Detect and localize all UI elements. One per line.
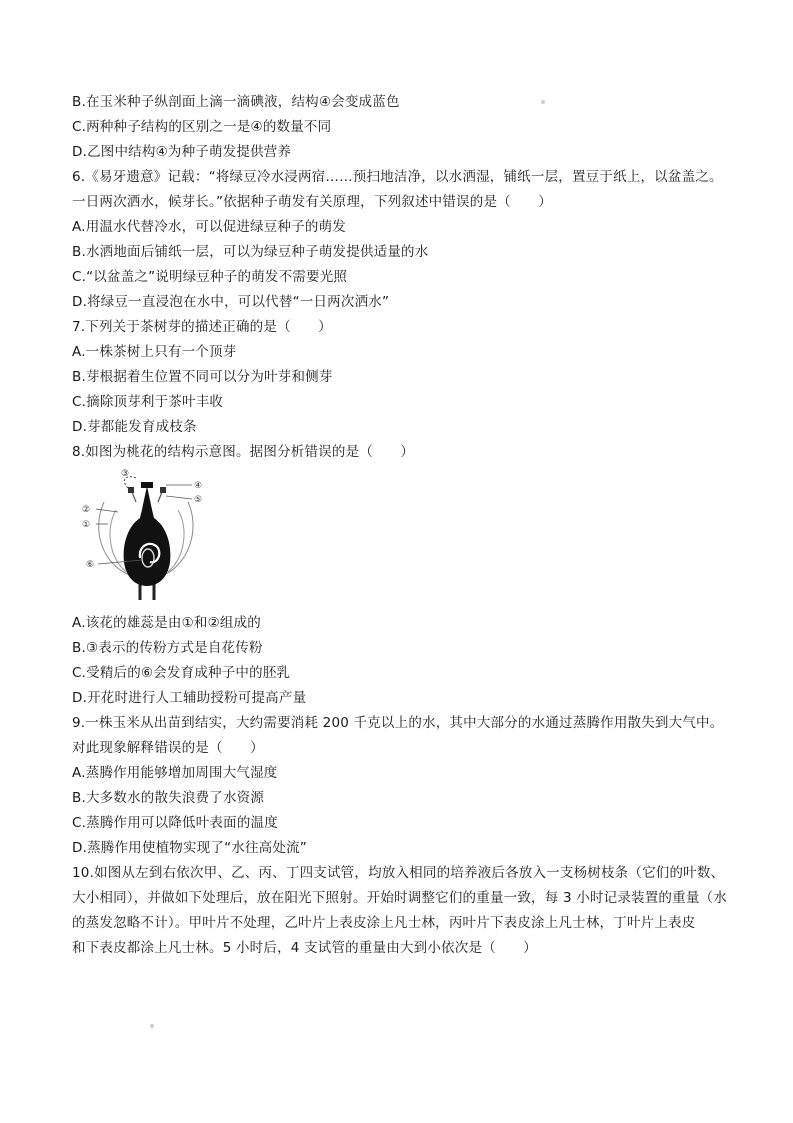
label-1: ①	[82, 520, 91, 530]
q5-option-c: C.两种种子结构的区别之一是④的数量不同	[72, 119, 332, 135]
stamen-right-filament	[158, 492, 162, 502]
q5-option-d: D.乙图中结构④为种子萌发提供营养	[72, 144, 292, 160]
q9-stem-line-2: 对此现象解释错误的是（ ）	[72, 740, 264, 756]
peach-flower-diagram	[70, 466, 220, 602]
q7-option-a: A.一株茶树上只有一个顶芽	[72, 344, 237, 360]
q8-option-b: B.③表示的传粉方式是自花传粉	[72, 640, 263, 656]
q7-option-b: B.芽根据着生位置不同可以分为叶芽和侧芽	[72, 369, 333, 385]
scan-speck	[150, 1024, 154, 1028]
q10-stem-line-4: 和下表皮都涂上凡士林。5 小时后，4 支试管的重量由大到小依次是（ ）	[72, 940, 537, 956]
q10-stem-line-1: 10.如图从左到右依次甲、乙、丙、丁四支试管，均放入相同的培养液后各放入一支杨树枝条（它们的叶数、	[72, 865, 725, 881]
q9-option-a: A.蒸腾作用能够增加周围大气湿度	[72, 765, 278, 781]
q9-option-c: C.蒸腾作用可以降低叶表面的温度	[72, 815, 278, 831]
q9-stem-line-1: 9.一株玉米从出苗到结实，大约需要消耗 200 千克以上的水，其中大部分的水通过蒸腾作用散失到大气中。	[72, 715, 724, 731]
q10-stem-line-2: 大小相同），并做如下处理后，放在阳光下照射。开始时调整它们的重量一致，每 3 小时记录装置的重量（水	[72, 890, 727, 906]
stamen-left-filament	[132, 492, 136, 502]
q6-option-d: D.将绿豆一直浸泡在水中，可以代替“一日两次洒水”	[72, 294, 390, 310]
q8-option-a: A.该花的雄蕊是由①和②组成的	[72, 615, 261, 631]
label-2: ②	[82, 505, 91, 515]
stamen-right-anther	[160, 487, 166, 493]
q8-option-d: D.开花时进行人工辅助授粉可提高产量	[72, 690, 307, 706]
q8-option-c: C.受精后的⑥会发育成种子中的胚乳	[72, 665, 291, 681]
stigma	[141, 482, 153, 488]
q6-option-c: C.“以盆盖之”说明绿豆种子的萌发不需要光照	[72, 269, 348, 285]
q9-option-d: D.蒸腾作用使植物实现了“水往高处流”	[72, 840, 307, 856]
q8-stem: 8.如图为桃花的结构示意图。据图分析错误的是（ ）	[72, 444, 415, 460]
label-4: ④	[194, 481, 203, 491]
q7-stem: 7.下列关于茶树芽的描述正确的是（ ）	[72, 319, 332, 335]
q6-option-a: A.用温水代替冷水，可以促进绿豆种子的萌发	[72, 219, 346, 235]
q9-option-b: B.大多数水的散失浪费了水资源	[72, 790, 265, 806]
stamen-left-anther	[128, 487, 134, 493]
q6-stem-line-1: 6.《易牙遗意》记载：“将绿豆冷水浸两宿……预扫地洁净，以水洒湿，铺纸一层，置豆于纸上，以盆盖之。	[72, 169, 723, 185]
label-5: ⑤	[194, 495, 203, 505]
q7-option-c: C.摘除顶芽利于茶叶丰收	[72, 394, 224, 410]
q10-stem-line-3: 的蒸发忽略不计）。甲叶片不处理，乙叶片上表皮涂上凡士林，丙叶片下表皮涂上凡士林，丁叶片上表皮	[72, 915, 696, 931]
q6-option-b: B.水洒地面后铺纸一层，可以为绿豆种子萌发提供适量的水	[72, 244, 429, 260]
q6-stem-line-2: 一日两次洒水，候芽长。”依据种子萌发有关原理，下列叙述中错误的是（ ）	[72, 194, 552, 210]
q7-option-d: D.芽都能发育成枝条	[72, 419, 197, 435]
scan-speck	[541, 100, 545, 104]
pistil-ovary	[124, 486, 171, 586]
label-3: ③	[121, 469, 130, 479]
petal-right-inner	[168, 510, 184, 572]
label-6: ⑥	[86, 560, 95, 570]
q5-option-b: B.在玉米种子纵剖面上滴一滴碘液，结构④会变成蓝色	[72, 94, 400, 110]
